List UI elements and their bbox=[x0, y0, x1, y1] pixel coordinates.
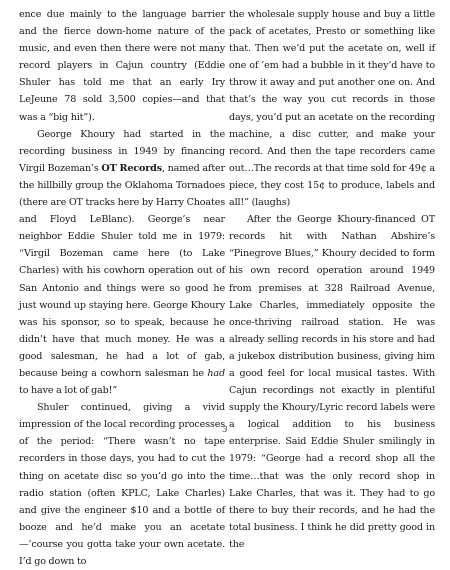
page-number: 3 bbox=[222, 425, 228, 434]
right-paragraph-1: the wholesale supply house and buy a little pack of acetates, Presto or something like that. Then we’d put the acetate on, well if one of ’em had a bubble in it they’d have to throw it away and put another one on. And that’s the way you cut records in those days, you’d put an acetate on the recording machine, a disc cutter, and make your record. And then the tape recorders came out…The records at that time sold for 49¢ a piece, they cost 15¢ to produce, labels and all!” (laughs) bbox=[229, 9, 435, 209]
left-paragraph-2-text-b: , named after the hillbilly group the Oklahoma Tornadoes (there are OT tracks here by Harry Choates and Floyd LeBlanc). George’s near neighbor Eddie Shuler told me in 1979: “Virgil Bozeman came here (to Lake Charles) with his cowhorn operation out of San Antonio and things were so good he just wound up staying here. George Khoury was his sponsor, so to speak, because he didn’t have that much money. He was a good salesman, he had a lot of gab, because being a cowhorn salesman he bbox=[19, 162, 226, 379]
left-paragraph-2 bbox=[19, 126, 225, 400]
emphasis-had: had bbox=[207, 367, 225, 379]
right-paragraph-2: After the George Khoury-financed OT records hit with Nathan Abshire’s “Pinegrove Blues,” Khoury decided to form his own record operation around 1949 from premises at 328 Railroad Avenue, Lake Charles, immediately opposite the once-thriving railroad station. He was already selling records in his store and had a jukebox distribution business, giving him a good feel for local musical tastes. With Cajun recordings not exactly in plentiful supply the Khoury/Lyric record labels were a logical addition to his business enterprise. Said Eddie Shuler smilingly in 1979: “George had a record shop all the time…that was the only record shop in Lake Charles, that was it. They had to go there to buy their records, and he had the total business. I think he did pretty good in the bbox=[229, 214, 435, 550]
ot-records-label: OT Records bbox=[101, 162, 162, 174]
left-paragraph-2-text-c: to have a lot of gab!” bbox=[19, 385, 118, 397]
left-paragraph-2-text-a: George Khoury had started in the recording business in 1949 by financing Virgil Bozeman’s bbox=[19, 128, 225, 174]
left-paragraph-1: ence due mainly to the language barrier and the fierce down-home nature of the music, and even then there were not many record players in Cajun country (Eddie Shuler has told me that an early Iry LeJeune 78 sold 3,500 copies—and that was a “big hit”). bbox=[19, 9, 225, 123]
right-column bbox=[229, 6, 435, 553]
left-column bbox=[19, 6, 225, 570]
left-paragraph-3: Shuler continued, giving a vivid impression of the local recording processes of the period: “There wasn’t no tape recorders in those days, you had to cut the thing on acetate disc so you’d go into the radio station (often KPLC, Lake Charles) and give the engineer $10 and a bottle of booze and he’d make you an acetate—’course you gotta take your own acetate. I’d go down to bbox=[19, 402, 225, 567]
